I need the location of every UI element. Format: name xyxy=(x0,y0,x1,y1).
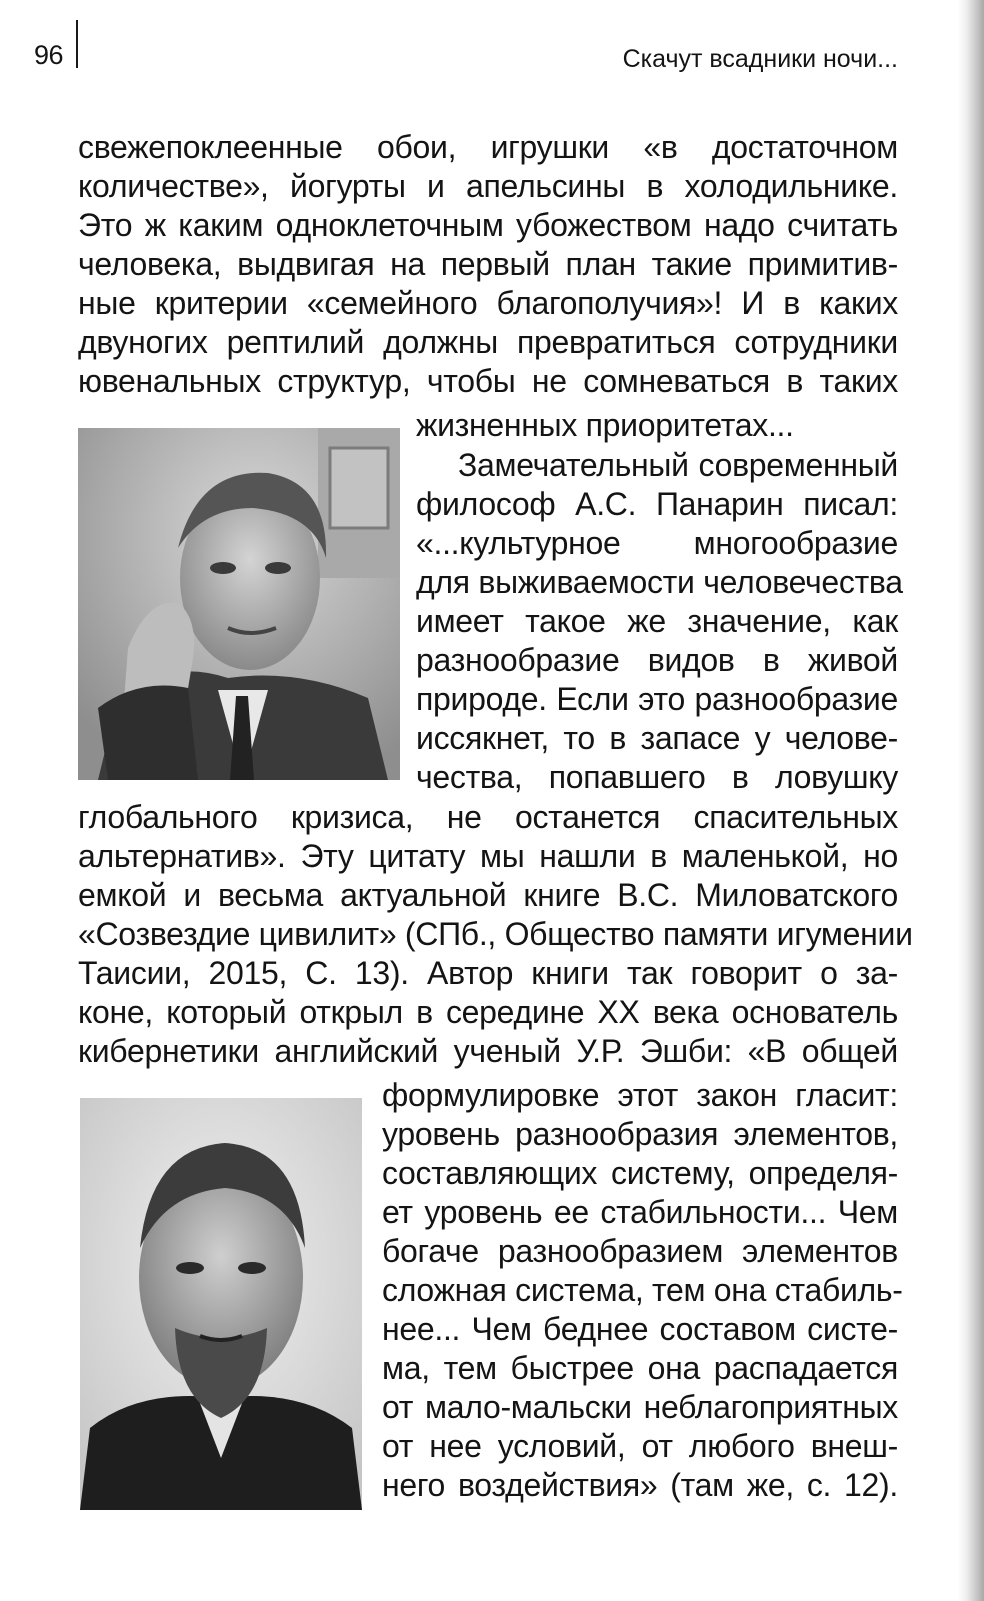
text-line: иссякнет, то в запасе у челове- xyxy=(416,720,898,756)
text-line: уровень разнообразия элементов, xyxy=(382,1116,898,1152)
text-line: ные критерии «семейного благополучия»! И в каких xyxy=(78,285,898,321)
text-line: свежепоклеенные обои, игрушки «в достаточном xyxy=(78,129,898,165)
text-line: чества, попавшего в ловушку xyxy=(416,759,898,795)
text-line: ювенальных структур, чтобы не сомневаться в таких xyxy=(78,363,898,399)
text-line: жизненных приоритетах... xyxy=(416,407,794,443)
text-line: двуногих рептилий должны превратиться сотрудники xyxy=(78,324,898,360)
text-line: ма, тем быстрее она распадается xyxy=(382,1350,898,1386)
text-line: философ А.С. Панарин писал: xyxy=(416,486,898,522)
text-line: нее... Чем беднее составом систе- xyxy=(382,1311,898,1347)
text-line: «Созвездие цивилит» (СПб., Общество памяти игумении xyxy=(78,916,913,952)
text-line: составляющих систему, определя- xyxy=(382,1155,898,1191)
text-line: от нее условий, от любого внеш- xyxy=(382,1428,898,1464)
text-line: сложная система, тем она стабиль- xyxy=(382,1272,903,1308)
text-line: Таисии, 2015, С. 13). Автор книги так говорит о за- xyxy=(78,955,898,991)
text-line: альтернатив». Эту цитату мы нашли в маленькой, но xyxy=(78,838,898,874)
text-line: природе. Если это разнообразие xyxy=(416,681,898,717)
text-line: от мало-мальски неблагоприятных xyxy=(382,1389,898,1425)
text-line: богаче разнообразием элементов xyxy=(382,1233,898,1269)
text-line: количестве», йогурты и апельсины в холодильнике. xyxy=(78,168,898,204)
text-line: глобального кризиса, не останется спасительных xyxy=(78,799,898,835)
page-edge-shadow xyxy=(958,0,984,1601)
text-line: коне, который открыл в середине XX века основатель xyxy=(78,994,898,1030)
page-number: 96 xyxy=(34,40,64,70)
running-title: Скачут всадники ночи... xyxy=(622,45,898,73)
text-line: формулировке этот закон гласит: xyxy=(382,1077,898,1113)
text-line: разнообразие видов в живой xyxy=(416,642,898,678)
portrait-photo-ashby xyxy=(80,1098,362,1510)
text-line: имеет такое же значение, как xyxy=(416,603,898,639)
header-divider xyxy=(76,20,78,68)
portrait-photo-panarin xyxy=(78,428,400,780)
text-line: человека, выдвигая на первый план такие примитив- xyxy=(78,246,898,282)
text-line: емкой и весьма актуальной книге В.С. Миловатского xyxy=(78,877,898,913)
text-line: Это ж каким одноклеточным убожеством надо считать xyxy=(78,207,898,243)
text-line: него воздействия» (там же, с. 12). xyxy=(382,1467,898,1503)
text-line: «...культурное многообразие xyxy=(416,525,898,561)
text-line: кибернетики английский ученый У.Р. Эшби: «В общей xyxy=(78,1033,898,1069)
text-line: для выживаемости человечества xyxy=(416,564,903,600)
text-line: ет уровень ее стабильности... Чем xyxy=(382,1194,898,1230)
text-line: Замечательный современный xyxy=(458,447,898,483)
